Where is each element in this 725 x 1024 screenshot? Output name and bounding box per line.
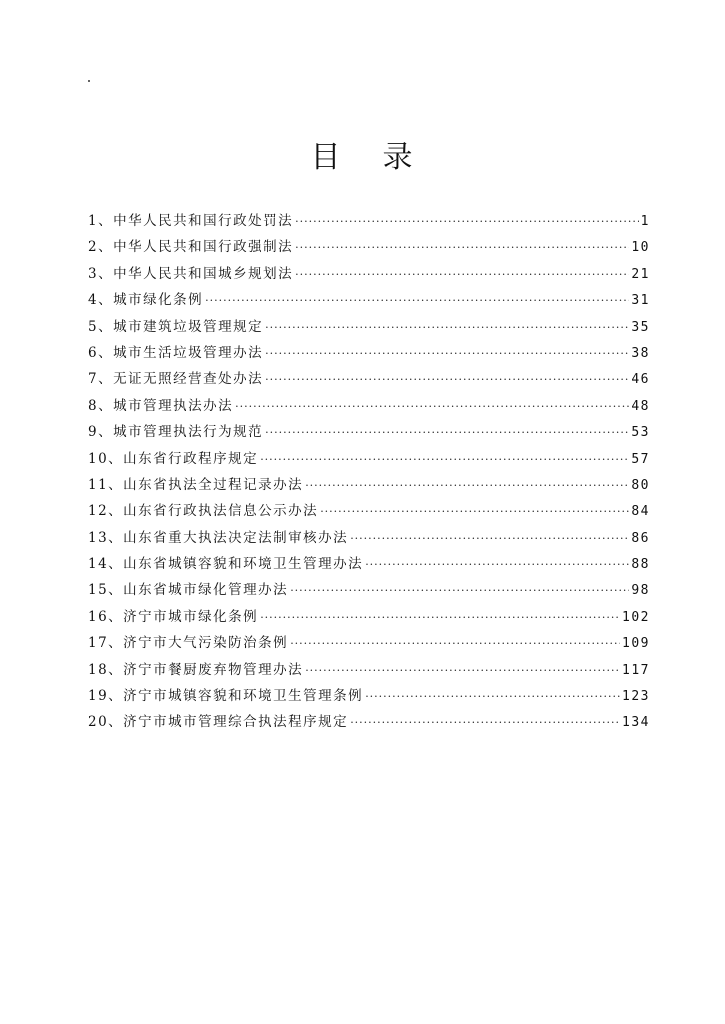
- toc-page-number: 98: [631, 583, 650, 599]
- toc-page-number: 123: [622, 689, 650, 705]
- toc-entry-title: 17、济宁市大气污染防治条例: [88, 635, 289, 652]
- toc-entry[interactable]: [88, 446, 650, 472]
- toc-leader-dots: [350, 710, 620, 736]
- toc-entry-title: 14、山东省城镇容貌和环境卫生管理办法: [88, 556, 364, 573]
- toc-entry-title: 4、城市绿化条例: [88, 292, 204, 309]
- toc-entry[interactable]: [88, 630, 650, 656]
- toc-entry-title: 5、城市建筑垃圾管理规定: [88, 318, 264, 335]
- toc-leader-dots: [235, 394, 629, 420]
- toc-entry-title: 19、济宁市城镇容貌和环境卫生管理条例: [88, 688, 364, 705]
- toc-leader-dots: [365, 552, 629, 578]
- toc-entry-title: 9、城市管理执法行为规范: [88, 424, 264, 441]
- toc-leader-dots: [365, 684, 620, 710]
- table-of-contents: [88, 208, 650, 736]
- toc-leader-dots: [295, 235, 629, 261]
- toc-page-number: 10: [631, 240, 650, 256]
- toc-entry-title: 16、济宁市城市绿化条例: [88, 608, 259, 625]
- toc-page-number: 48: [631, 398, 650, 414]
- toc-entry-title: 15、山东省城市绿化管理办法: [88, 582, 289, 599]
- title-char-2: 录: [382, 140, 415, 175]
- toc-page-number: 80: [631, 477, 650, 493]
- toc-page-number: 134: [622, 715, 650, 731]
- toc-page-number: 109: [622, 636, 650, 652]
- toc-page-number: 35: [631, 319, 650, 335]
- toc-leader-dots: [350, 526, 629, 552]
- toc-page-number: 53: [631, 425, 650, 441]
- toc-entry[interactable]: [88, 393, 650, 419]
- toc-entry[interactable]: [88, 498, 650, 524]
- toc-page-number: 117: [622, 662, 650, 678]
- title-char-1: 目: [310, 140, 343, 175]
- toc-entry-title: 20、济宁市城市管理综合执法程序规定: [88, 714, 349, 731]
- toc-entry[interactable]: [88, 472, 650, 498]
- toc-entry-title: 8、城市管理执法办法: [88, 397, 234, 414]
- toc-entry-title: 3、中华人民共和国城乡规划法: [88, 265, 294, 282]
- toc-entry[interactable]: [88, 657, 650, 683]
- toc-leader-dots: [265, 341, 629, 367]
- toc-page-number: 31: [631, 293, 650, 309]
- toc-page-number: 57: [631, 451, 650, 467]
- toc-entry-title: 18、济宁市餐厨废弃物管理办法: [88, 661, 304, 678]
- toc-entry[interactable]: [88, 314, 650, 340]
- toc-leader-dots: [265, 367, 629, 393]
- toc-entry-title: 1、中华人民共和国行政处罚法: [88, 213, 294, 229]
- toc-entry-title: 7、无证无照经营查处办法: [88, 371, 264, 388]
- page-title: [0, 138, 725, 178]
- toc-entry[interactable]: [88, 261, 650, 287]
- toc-leader-dots: [295, 209, 639, 235]
- toc-page-number: 1: [640, 214, 650, 229]
- toc-page-number: 46: [631, 372, 650, 388]
- toc-entry[interactable]: [88, 366, 650, 392]
- toc-page-number: 86: [631, 530, 650, 546]
- toc-entry-title: 6、城市生活垃圾管理办法: [88, 344, 264, 361]
- toc-entry[interactable]: [88, 683, 650, 709]
- toc-entry[interactable]: [88, 525, 650, 551]
- toc-entry[interactable]: [88, 577, 650, 603]
- toc-entry[interactable]: [88, 604, 650, 630]
- toc-entry-title: 10、山东省行政程序规定: [88, 450, 259, 467]
- toc-page-number: 102: [622, 609, 650, 625]
- toc-leader-dots: [290, 631, 620, 657]
- toc-page-number: 21: [631, 266, 650, 282]
- toc-entry-title: 11、山东省执法全过程记录办法: [88, 476, 304, 493]
- toc-entry[interactable]: [88, 234, 650, 260]
- page-mark: [88, 80, 90, 82]
- toc-entry[interactable]: [88, 551, 650, 577]
- toc-entry[interactable]: [88, 208, 650, 234]
- toc-entry[interactable]: [88, 340, 650, 366]
- toc-leader-dots: [265, 315, 629, 341]
- toc-leader-dots: [305, 473, 629, 499]
- toc-leader-dots: [295, 262, 629, 288]
- toc-leader-dots: [305, 658, 620, 684]
- toc-entry[interactable]: [88, 709, 650, 735]
- toc-leader-dots: [320, 499, 629, 525]
- toc-leader-dots: [205, 288, 629, 314]
- toc-entry-title: 2、中华人民共和国行政强制法: [88, 239, 294, 256]
- toc-page-number: 88: [631, 557, 650, 573]
- toc-entry-title: 13、山东省重大执法决定法制审核办法: [88, 529, 349, 546]
- toc-entry[interactable]: [88, 287, 650, 313]
- toc-leader-dots: [260, 605, 620, 631]
- toc-page-number: 84: [631, 504, 650, 520]
- toc-entry[interactable]: [88, 419, 650, 445]
- toc-entry-title: 12、山东省行政执法信息公示办法: [88, 503, 319, 520]
- toc-leader-dots: [290, 578, 629, 604]
- toc-page-number: 38: [631, 345, 650, 361]
- toc-leader-dots: [265, 420, 629, 446]
- toc-leader-dots: [260, 447, 629, 473]
